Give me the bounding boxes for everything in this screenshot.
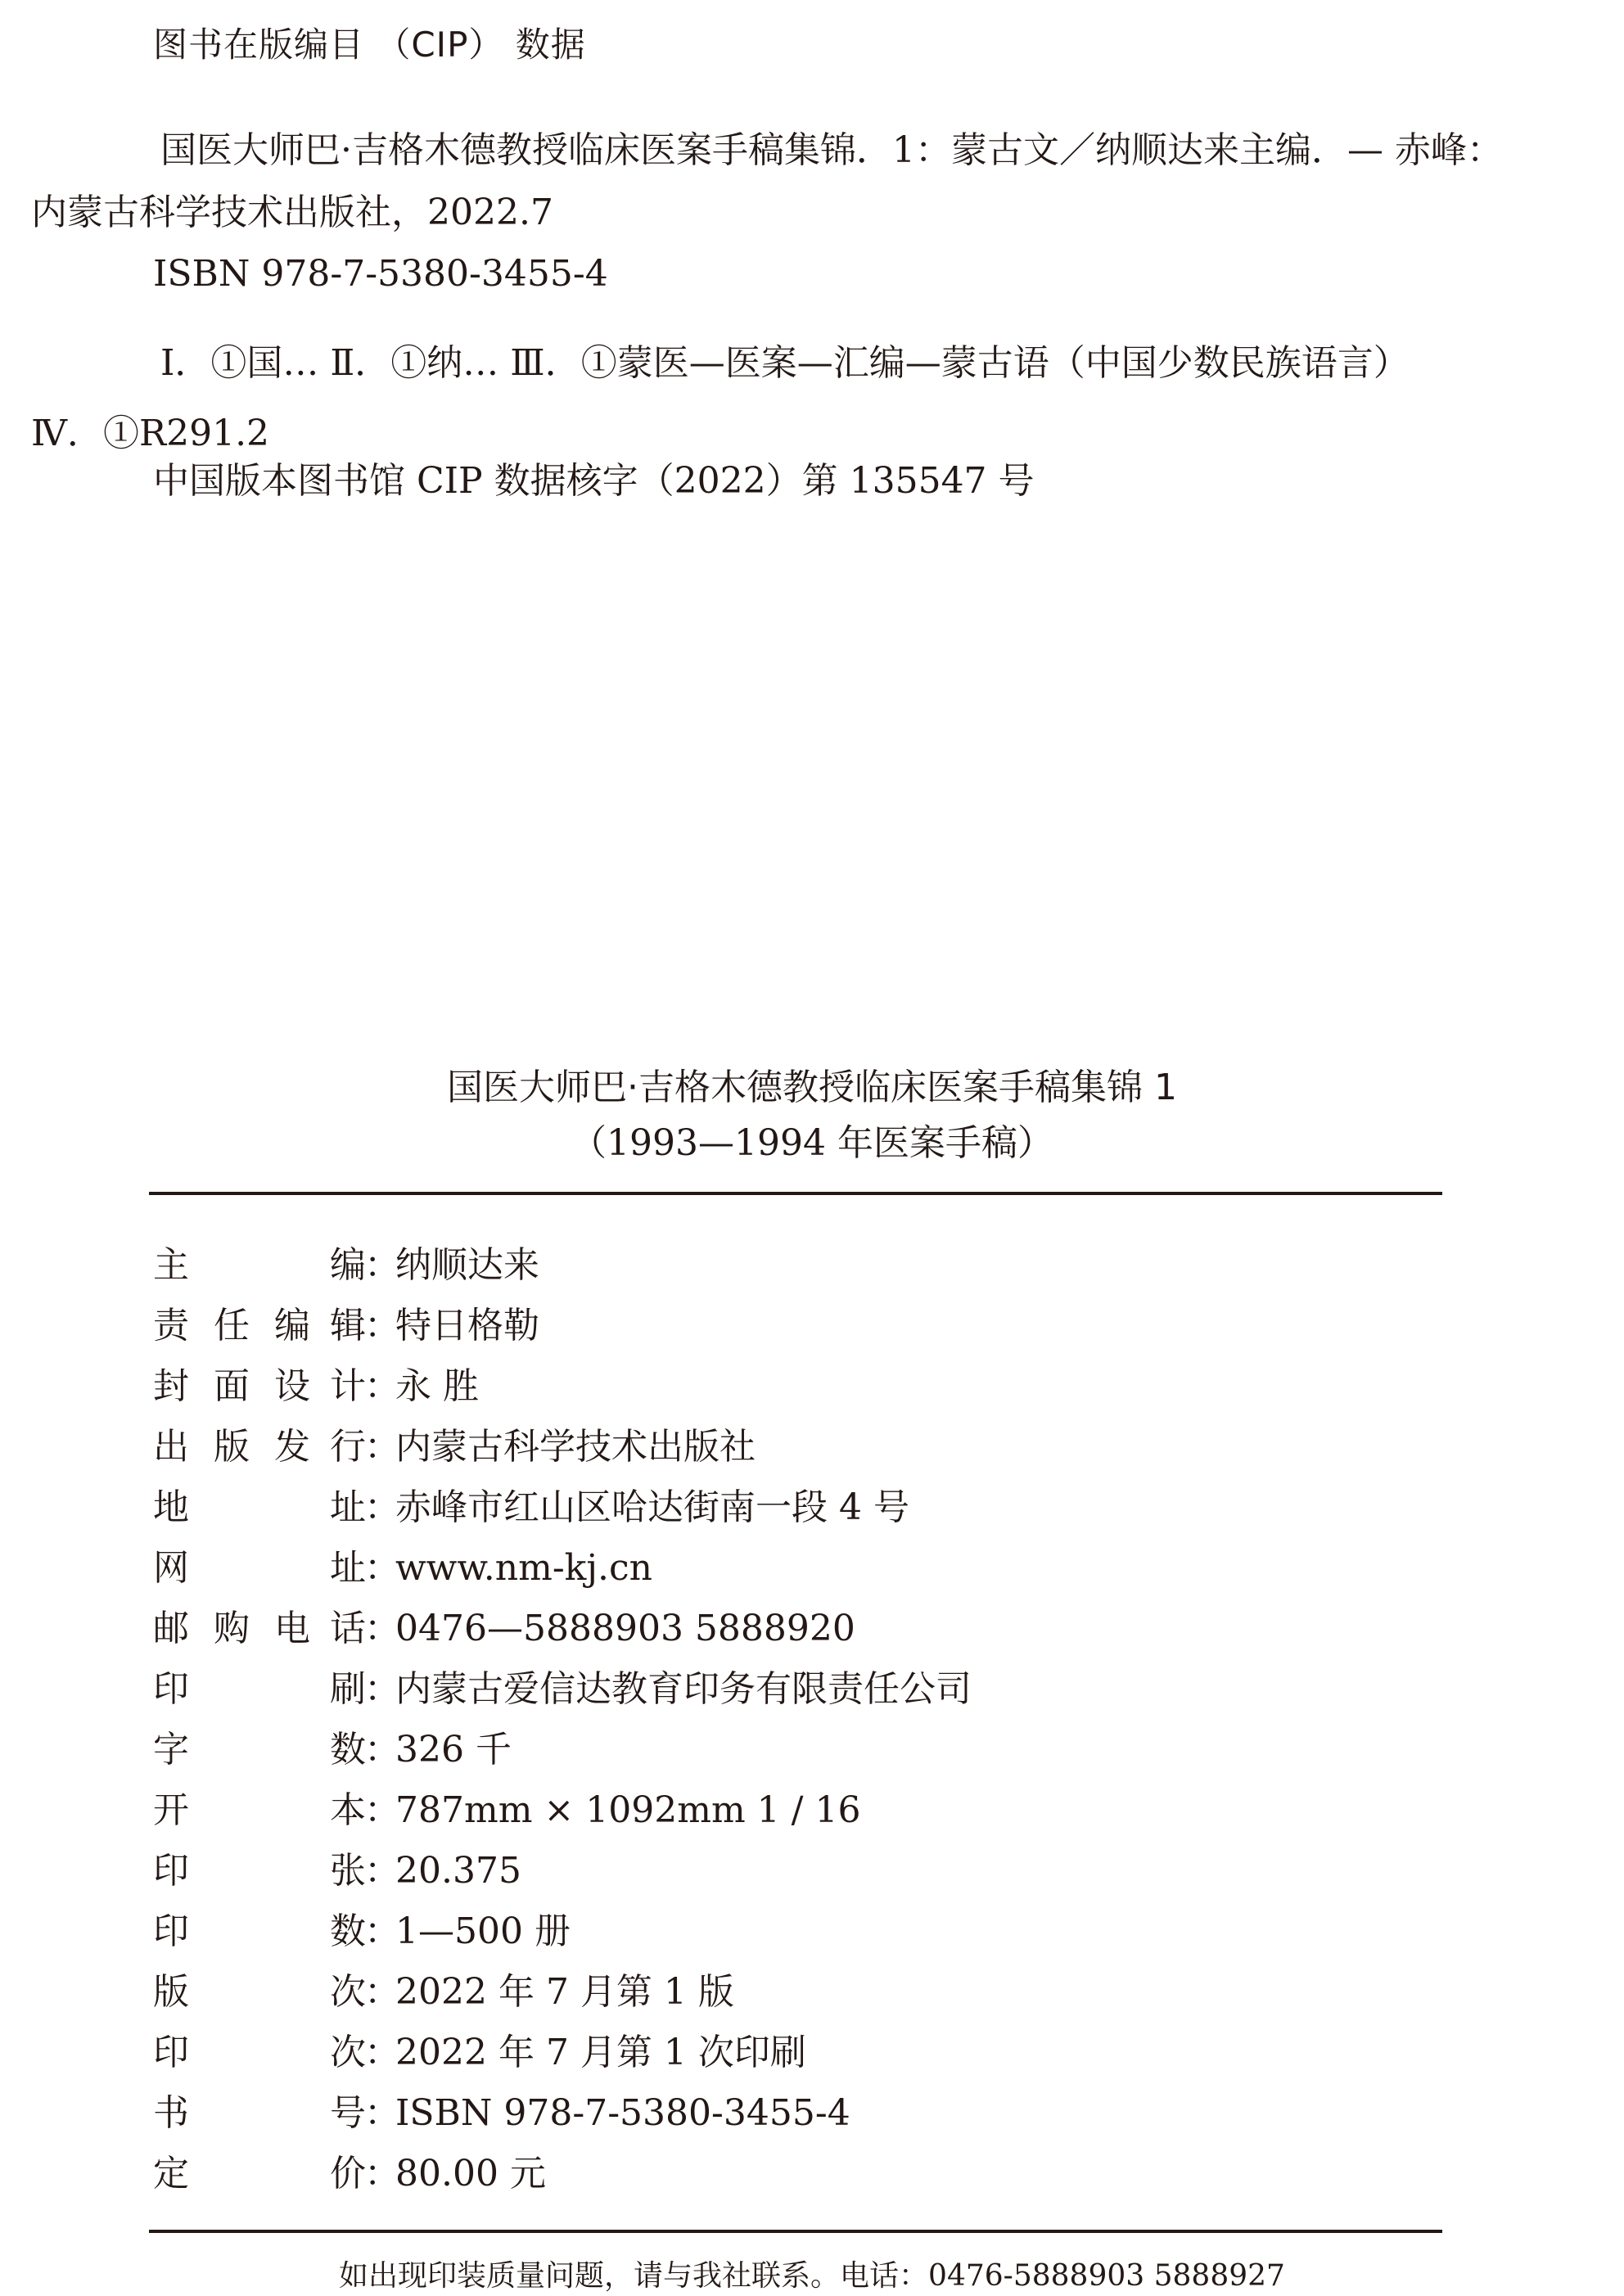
cip-approval-number: 中国版本图书馆 CIP 数据核字（2022）第 135547 号	[153, 460, 1035, 502]
bottom-divider	[149, 2230, 1442, 2233]
info-label-char: 发	[274, 1426, 310, 1468]
info-label	[153, 1604, 399, 1653]
info-label	[153, 1665, 399, 1714]
info-label-char: 刷	[330, 1668, 366, 1710]
info-value: 1—500 册	[395, 1910, 571, 1952]
info-label-char: 印	[153, 2032, 189, 2073]
info-label-char: 主	[153, 1244, 189, 1286]
info-label	[153, 1725, 399, 1775]
info-value: 内蒙古科学技术出版社	[395, 1426, 756, 1468]
info-label	[153, 1423, 399, 1472]
info-label-char: 编	[330, 1244, 366, 1286]
info-colon: ：	[364, 1850, 400, 1892]
info-label-char: 面	[214, 1365, 250, 1407]
info-label-char: 责	[153, 1305, 189, 1346]
info-label	[153, 1544, 399, 1593]
info-label-char: 数	[330, 1729, 366, 1770]
info-colon: ：	[364, 1789, 400, 1831]
info-label-char: 印	[153, 1910, 189, 1952]
info-label-char: 话	[330, 1608, 366, 1649]
info-colon: ：	[364, 2092, 400, 2134]
info-label-char: 数	[330, 1910, 366, 1952]
info-label-char: 开	[153, 1789, 189, 1831]
info-colon: ：	[364, 1971, 400, 2013]
info-label-char: 价	[330, 2153, 366, 2195]
cip-classification-line2: Ⅳ．①R291.2	[31, 413, 270, 454]
info-colon: ：	[364, 1547, 400, 1589]
book-title: 国医大师巴·吉格木德教授临床医案手稿集锦 1	[447, 1067, 1177, 1108]
top-divider	[149, 1192, 1442, 1195]
info-value: ISBN 978-7-5380-3455-4	[395, 2092, 850, 2134]
info-value: 80.00 元	[395, 2153, 546, 2195]
info-label-char: 书	[153, 2092, 189, 2134]
info-label-char: 网	[153, 1547, 189, 1589]
cip-heading: 图书在版编目 （CIP） 数据	[153, 25, 586, 65]
info-label	[153, 2149, 399, 2199]
cip-entry-line2: 内蒙古科学技术出版社，2022.7	[31, 192, 553, 233]
info-label-char: 地	[153, 1486, 189, 1528]
info-label-char: 印	[153, 1850, 189, 1892]
info-value: 永 胜	[395, 1365, 479, 1407]
info-label	[153, 2028, 399, 2077]
cip-entry-line1: 国医大师巴·吉格木德教授临床医案手稿集锦．1：蒙古文／纳顺达来主编．— 赤峰：	[160, 129, 1503, 171]
info-colon: ：	[364, 2153, 400, 2195]
info-label-char: 邮	[153, 1608, 189, 1649]
info-label-char: 封	[153, 1365, 189, 1407]
info-label-char: 计	[330, 1365, 366, 1407]
info-label-char: 址	[330, 1486, 366, 1528]
info-label-char: 号	[330, 2092, 366, 2134]
info-label-char: 电	[274, 1608, 310, 1649]
info-label-char: 编	[274, 1305, 310, 1346]
info-label-char: 行	[330, 1426, 366, 1468]
info-label	[153, 1786, 399, 1835]
info-label-char: 印	[153, 1668, 189, 1710]
info-value: 787mm × 1092mm 1 / 16	[395, 1789, 861, 1831]
info-value: 纳顺达来	[395, 1244, 539, 1286]
info-value: 特日格勒	[395, 1305, 539, 1346]
cip-isbn: ISBN 978-7-5380-3455-4	[153, 253, 608, 295]
info-label-char: 出	[153, 1426, 189, 1468]
info-value: 20.375	[395, 1850, 521, 1892]
info-colon: ：	[364, 1244, 400, 1286]
info-colon: ：	[364, 1910, 400, 1952]
info-label	[153, 1362, 399, 1411]
info-value: www.nm-kj.cn	[395, 1547, 652, 1589]
info-value: 0476—5888903 5888920	[395, 1608, 855, 1649]
info-label-char: 字	[153, 1729, 189, 1770]
info-label	[153, 1907, 399, 1956]
footer-notice: 如出现印装质量问题，请与我社联系。电话：0476-5888903 5888927	[339, 2259, 1285, 2293]
info-value: 326 千	[395, 1729, 512, 1770]
info-colon: ：	[364, 1426, 400, 1468]
info-colon: ：	[364, 1305, 400, 1346]
book-subtitle: （1993—1994 年医案手稿）	[571, 1122, 1053, 1164]
info-value: 赤峰市红山区哈达街南一段 4 号	[395, 1486, 909, 1528]
info-label-char: 张	[330, 1850, 366, 1892]
info-label-char: 次	[330, 2032, 366, 2073]
info-colon: ：	[364, 1729, 400, 1770]
info-colon: ：	[364, 2032, 400, 2073]
info-colon: ：	[364, 1608, 400, 1649]
info-label-char: 本	[330, 1789, 366, 1831]
info-label-char: 定	[153, 2153, 189, 2195]
cip-classification-line1: Ⅰ．①国… Ⅱ．①纳… Ⅲ．①蒙医—医案—汇编—蒙古语（中国少数民族语言）	[160, 342, 1410, 384]
info-label-char: 次	[330, 1971, 366, 2013]
info-colon: ：	[364, 1365, 400, 1407]
info-label	[153, 1301, 399, 1351]
info-value: 2022 年 7 月第 1 次印刷	[395, 2032, 806, 2073]
info-label-char: 版	[214, 1426, 250, 1468]
info-colon: ：	[364, 1668, 400, 1710]
info-label-char: 购	[214, 1608, 250, 1649]
info-label	[153, 2089, 399, 2138]
info-label-char: 址	[330, 1547, 366, 1589]
info-label-char: 辑	[330, 1305, 366, 1346]
info-label-char: 设	[274, 1365, 310, 1407]
info-label	[153, 1968, 399, 2017]
info-value: 2022 年 7 月第 1 版	[395, 1971, 734, 2013]
info-label-char: 版	[153, 1971, 189, 2013]
info-label-char: 任	[214, 1305, 250, 1346]
info-label	[153, 1847, 399, 1896]
info-value: 内蒙古爱信达教育印务有限责任公司	[395, 1668, 972, 1710]
info-label	[153, 1241, 399, 1290]
info-colon: ：	[364, 1486, 400, 1528]
info-label	[153, 1483, 399, 1532]
